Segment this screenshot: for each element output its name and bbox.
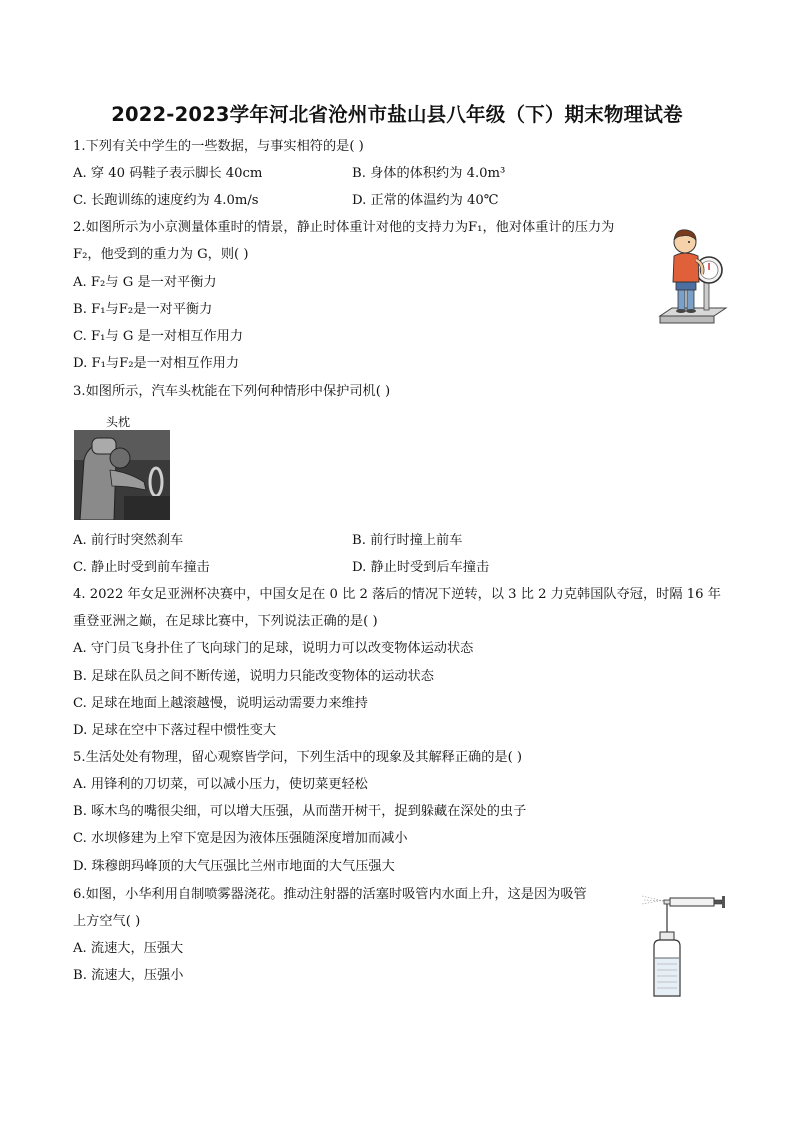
- q4-option-b: B. 足球在队员之间不断传递，说明力只能改变物体的运动状态: [73, 669, 434, 684]
- q5-option-c: C. 水坝修建为上窄下宽是因为液体压强随深度增加而减小: [73, 831, 408, 846]
- q2-stem-line2: F₂，他受到的重力为 G，则( ): [73, 247, 249, 262]
- q5-option-d: D. 珠穆朗玛峰顶的大气压强比兰州市地面的大气压强大: [73, 859, 395, 874]
- q4-option-a: A. 守门员飞身扑住了飞向球门的足球，说明力可以改变物体运动状态: [73, 641, 474, 656]
- q3-option-a: A. 前行时突然刹车: [73, 533, 184, 548]
- q1-option-c: C. 长跑训练的速度约为 4.0m/s: [73, 193, 259, 208]
- q5-option-a: A. 用锋利的刀切菜，可以减小压力，使切菜更轻松: [73, 777, 368, 792]
- q3-option-d: D. 静止时受到后车撞击: [352, 560, 490, 575]
- q4-stem-line2: 重登亚洲之巅，在足球比赛中，下列说法正确的是( ): [73, 614, 378, 629]
- q5-stem: 5.生活处处有物理，留心观察皆学问，下列生活中的现象及其解释正确的是( ): [73, 750, 523, 765]
- q2-option-a: A. F₂与 G 是一对平衡力: [73, 275, 217, 290]
- q5-option-b: B. 啄木鸟的嘴很尖细，可以增大压强，从而凿开树干，捉到躲藏在深处的虫子: [73, 804, 527, 819]
- q1-option-b: B. 身体的体积约为 4.0m³: [352, 166, 506, 181]
- q2-option-c: C. F₁与 G 是一对相互作用力: [73, 329, 244, 344]
- sprayer-figure: [640, 890, 730, 1000]
- q1-option-d: D. 正常的体温约为 40℃: [352, 193, 499, 208]
- q6-option-a: A. 流速大，压强大: [73, 941, 184, 956]
- q4-option-d: D. 足球在空中下落过程中惯性变大: [73, 723, 277, 738]
- q2-option-b: B. F₁与F₂是一对平衡力: [73, 302, 213, 317]
- q4-stem-line1: 4. 2022 年女足亚洲杯决赛中，中国女足在 0 比 2 落后的情况下逆转，以 3 比 2 力克韩国队夺冠，时隔 16 年: [73, 587, 721, 602]
- q2-stem-line1: 2.如图所示为小京测量体重时的情景，静止时体重计对他的支持力为F₁，他对体重计的压力为: [73, 220, 615, 235]
- q6-option-b: B. 流速大，压强小: [73, 968, 184, 983]
- page-title: 2022-2023学年河北省沧州市盐山县八年级（下）期末物理试卷: [111, 103, 683, 126]
- weighing-scale-figure: [654, 222, 734, 330]
- q6-stem-line1: 6.如图，小华利用自制喷雾器浇花。推动注射器的活塞时吸管内水面上升，这是因为吸管: [73, 887, 587, 902]
- q1-option-a: A. 穿 40 码鞋子表示脚长 40cm: [73, 166, 263, 181]
- q3-option-b: B. 前行时撞上前车: [352, 533, 463, 548]
- q2-option-d: D. F₁与F₂是一对相互作用力: [73, 356, 240, 371]
- headrest-photo: [74, 430, 170, 520]
- q6-stem-line2: 上方空气( ): [73, 914, 141, 929]
- q3-option-c: C. 静止时受到前车撞击: [73, 560, 210, 575]
- q4-option-c: C. 足球在地面上越滚越慢，说明运动需要力来维持: [73, 696, 368, 711]
- q1-stem: 1.下列有关中学生的一些数据，与事实相符的是( ): [73, 139, 364, 154]
- q3-stem: 3.如图所示，汽车头枕能在下列何种情形中保护司机( ): [73, 384, 391, 399]
- headrest-label: 头枕: [106, 415, 131, 429]
